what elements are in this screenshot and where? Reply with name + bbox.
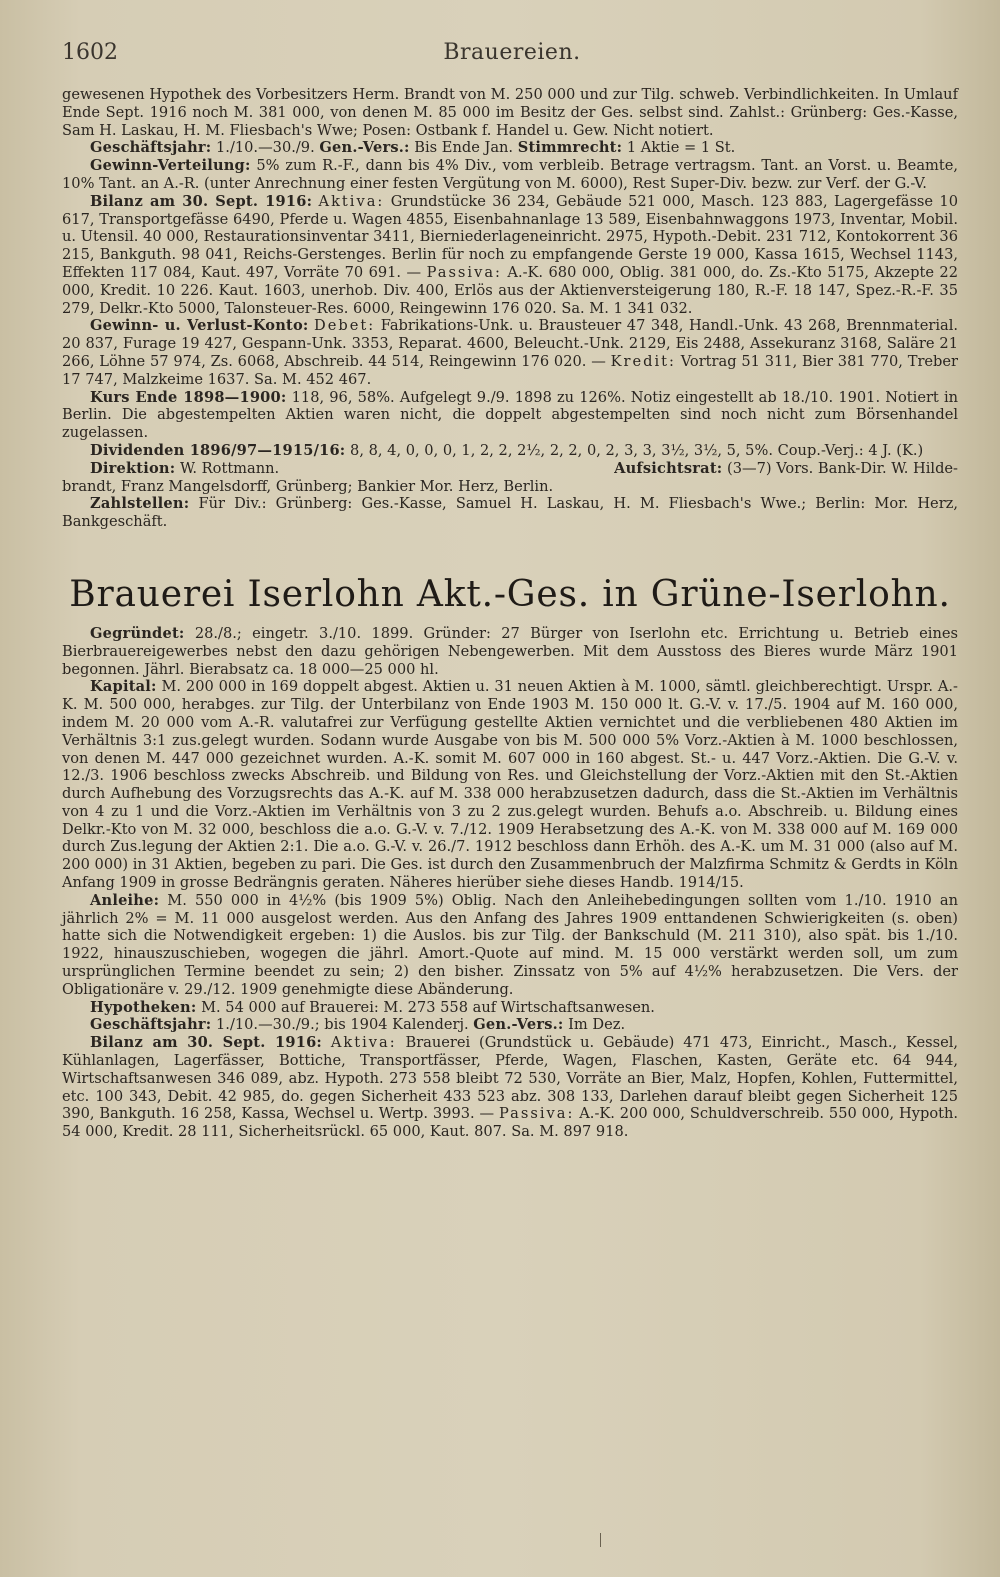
zahlstellen-label: Zahlstellen: xyxy=(90,495,190,513)
section-bilanz-aktiva-label: Aktiva: xyxy=(330,1034,397,1052)
section-geschaeftsjahr-label: Geschäftsjahr: xyxy=(90,1016,212,1034)
stimmrecht-text: 1 Aktie = 1 St. xyxy=(626,139,736,157)
kapital-text: M. 200 000 in 169 doppelt abgest. Aktien u. 31 neuen Aktien à M. 1000, sämtl. gleichberechtigt. Urspr. A.-K. M. 500 000, herabges. zur Tilg. der Unterbilanz von Ende 1903 M. 150 000 lt. G.-V. v. 17./5. 1904 auf M. 160 000, indem M. 20 000 vom A.-R. valutafrei zur Verfügung gestellte Aktien vernichtet und die verbliebenen 480 Aktien im Verhältnis 3:1 zus.gelegt wurden. Sodann wurde Ausgabe von bis M. 500 000 5% Vorz.-Aktien à M. 1000 beschlossen, von denen M. 447 000 gezeichnet wurden. A.-K. somit M. 607 000 in 160 abgest. St.- u. 447 Vorz.-Aktien. Die G.-V. v. 12./3. 1906 beschloss zwecks Abschreib. und Bildung von Res. und Gleichstellung der Vorz.-Aktien mit den St.-Aktien durch Aufhebung des Vorzugsrechts das A.-K. auf M. 338 000 herabzusetzen dadurch, dass die St.-Aktien im Verhältnis von 4 zu 1 und die Vorz.-Aktien im Verhältnis von 3 zu 2 zus.gelegt wurden. Behufs a.o. Abschreib. u. Bildung eines Delkr.-Kto von M. 32 000, beschloss die a.o. G.-V. v. 7./12. 1909 Herabsetzung des A.-K. von M. 338 000 auf M. 169 000 durch Zus.legung der Aktien 2:1. Die a.o. G.-V. v. 26./7. 1912 beschloss dann Erhöh. des A.-K. um M. 31 000 (also auf M. 200 000) in 31 Aktien, begeben zu pari. Die Ges. ist durch den Zusammenbruch der Malzfirma Schmitz & Gerdts in Köln Anfang 1909 in grosse Bedrängnis geraten. Näheres hierüber siehe dieses Handb. 1914/15. xyxy=(62,678,958,892)
section-bilanz-passiva-text: A.-K. 200 000, Schuldverschreib. 550 000, Hypoth. 54 000, Kredit. 28 111, Sicherheitsrückl. 65 000, Kaut. 807. Sa. M. 897 918. xyxy=(62,1105,959,1141)
page-header xyxy=(62,40,962,76)
geschaeftsjahr-text: 1./10.—30./9. xyxy=(216,139,315,157)
aufsichtsrat-cont: brandt, Franz Mangelsdorff, Grünberg; Bankier Mor. Herz, Berlin. xyxy=(62,477,554,495)
direktion-label: Direktion: xyxy=(90,459,176,477)
prev-entry-zahlstellen xyxy=(62,495,958,531)
section-kapital xyxy=(62,678,958,892)
prev-entry-guv xyxy=(62,317,958,388)
page-content xyxy=(62,86,958,1141)
prev-entry-dividenden xyxy=(62,442,958,460)
section-gegruendet xyxy=(62,625,958,678)
gewinn-label: Gewinn-Verteilung: xyxy=(90,157,251,175)
guv-debet-text: Fabrikations-Unk. u. Brausteuer 47 348, Handl.-Unk. 43 268, Brennmaterial. 20 837, Furage 19 427, Gespann-Unk. 3353, Reparat. 4600, Beleucht.-Unk. 2129, Eis 2488, Assekuranz 3168, Saläre 21 266, Löhne 57 974, Zs. 6068, Abschreib. 44 514, Reingewinn 176 020. — xyxy=(62,317,959,370)
scan-mark xyxy=(600,1533,601,1547)
section-hypotheken xyxy=(62,999,958,1017)
bilanz-passiva-text: A.-K. 680 000, Oblig. 381 000, do. Zs.-Kto 5175, Akzepte 22 000, Kredit. 10 226. Kaut. 1603, unerhob. Div. 400, Erlös aus der Aktienversteigerung 180, R.-F. 18 147, Spez.-R.-F. 35 279, Delkr.-Kto 5000, Talonsteuer-Res. 6000, Reingewinn 176 020. Sa. M. 1 341 032. xyxy=(62,263,958,317)
section-genvers-text: Im Dez. xyxy=(568,1016,626,1034)
section-anleihe xyxy=(62,892,958,999)
prev-entry-gewinn xyxy=(62,157,958,193)
bilanz-aktiva-text: Grundstücke 36 234, Gebäude 521 000, Masch. 123 883, Lagergefässe 10 617, Transportgefässe 6490, Pferde u. Wagen 4855, Eisenbahnanlage 13 589, Eisenbahnwaggons 1973, Inventar, Mobil. u. Utensil. 40 000, Restaurationsinventar 3411, Bierniederlageneinricht. 2975, Hypoth.-Debit. 231 712, Kontokorrent 36 215, Bankguth. 98 041, Reichs-Gerstenges. Berlin für noch zu empfangende Gerste 19 000, Kassa 1615, Wechsel 1143, Effekten 117 084, Kaut. 497, Vorräte 70 691. — xyxy=(62,192,958,281)
direktion-aufsichtsrat-line xyxy=(62,460,958,478)
section-geschaeftsjahr xyxy=(62,1016,958,1034)
running-head: Brauereien. xyxy=(443,40,581,65)
section-bilanz-aktiva-text: Brauerei (Grundstück u. Gebäude) 471 473, Einricht., Masch., Kessel, Kühlanlagen, Lagerfässer, Bottiche, Transportfässer, Pferde, Wagen, Flaschen, Kasten, Geräte etc. 64 944, Wirtschaftsanwesen 346 089, abz. Hypoth. 273 558 bleibt 72 530, Vorräte an Bier, Malz, Hopfen, Kohlen, Futtermittel, etc. 100 343, Debit. 42 985, do. gegen Sicherheit 433 523 abz. 308 133, Darlehen darauf bleibt gegen Sicherheit 125 390, Bankguth. 16 258, Kassa, Wechsel u. Wertp. 3993. — xyxy=(62,1034,959,1123)
guv-debet-label: Debet: xyxy=(314,317,376,335)
page-number: 1602 xyxy=(62,40,118,65)
direktion-text: W. Rottmann. xyxy=(179,459,280,477)
dividenden-text: 8, 8, 4, 0, 0, 0, 1, 2, 2, 2½, 2, 2, 0, 2, 3, 3, 3½, 3½, 5, 5%. Coup.-Verj.: 4 J. (K.) xyxy=(350,441,924,459)
geschaeftsjahr-label: Geschäftsjahr: xyxy=(90,139,212,157)
prev-entry-kurs xyxy=(62,389,958,442)
guv-kredit-text: Vortrag 51 311, Bier 381 770, Treber 17 747, Malzkeime 1637. Sa. M. 452 467. xyxy=(62,352,959,388)
kurs-text: 118, 96, 58%. Aufgelegt 9./9. 1898 zu 126%. Notiz eingestellt ab 18./10. 1901. Notiert in Berlin. Die abgestempelten Aktien waren nicht, die doppelt abgestempelten sind noch nicht zum Börsenhandel zugelassen. xyxy=(62,388,959,442)
section-title: Brauerei Iserlohn Akt.-Ges. in Grüne-Iserlohn. xyxy=(69,573,951,615)
gegruendet-label: Gegründet: xyxy=(90,624,185,642)
aufsichtsrat-label: Aufsichtsrat: xyxy=(614,459,723,477)
section-bilanz-label: Bilanz am 30. Sept. 1916: xyxy=(90,1034,323,1052)
bilanz-label: Bilanz am 30. Sept. 1916: xyxy=(90,192,313,210)
hypotheken-text: M. 54 000 auf Brauerei: M. 273 558 auf Wirtschaftsanwesen. xyxy=(201,998,655,1016)
bilanz-passiva-label: Passiva: xyxy=(426,263,502,281)
section-genvers-label: Gen.-Vers.: xyxy=(473,1016,564,1034)
anleihe-label: Anleihe: xyxy=(90,891,160,909)
stimmrecht-label: Stimmrecht: xyxy=(517,139,623,157)
direktion-block xyxy=(90,460,279,478)
zahlstellen-text: Für Div.: Grünberg: Ges.-Kasse, Samuel H. Laskau, H. M. Fliesbach's Wwe.; Berlin: Mor. Herz, Bankgeschäft. xyxy=(62,495,958,531)
section-bilanz xyxy=(62,1034,958,1141)
kurs-label: Kurs Ende 1898—1900: xyxy=(90,388,287,406)
kapital-label: Kapital: xyxy=(90,678,157,696)
section-bilanz-passiva-label: Passiva: xyxy=(499,1105,575,1123)
bilanz-aktiva-label: Aktiva: xyxy=(318,192,385,210)
gegruendet-text: 28./8.; eingetr. 3./10. 1899. Gründer: 27 Bürger von Iserlohn etc. Errichtung u. Betrieb eines Bierbrauereigewerbes nebst den dazu gehörigen Nebengewerben. Mit dem Ausstoss des Bieres wurde März 1901 begonnen. Jährl. Bierabsatz ca. 18 000—25 000 hl. xyxy=(62,624,958,678)
genvers-text: Bis Ende Jan. xyxy=(414,139,514,157)
anleihe-text: M. 550 000 in 4½% (bis 1909 5%) Oblig. Nach den Anleihebedingungen sollten vom 1./10. 1910 an jährlich 2% = M. 11 000 ausgelost werden. Aus den Anfang des Jahres 1909 enttandenen Schwierigkeiten (s. oben) hatte sich die Notwendigkeit ergeben: 1) die Auslos. bis zur Tilg. der Bankschuld (M. 211 310), also spät. bis 1./10. 1922, hinauszuschieben, wogegen die jährl. Amort.-Quote auf mind. M. 15 000 verstärkt werden soll, um zum ursprünglichen Termine beendet zu sein; 2) den bisher. Zinssatz von 5% auf 4½% herabzusetzen. Die Vers. der Obligationäre v. 29./12. 1909 genehmigte diese Abänderung. xyxy=(62,891,959,998)
gewinn-text: 5% zum R.-F., dann bis 4% Div., vom verbleib. Betrage vertragsm. Tant. an Vorst. u. Beamte, 10% Tant. an A.-R. (unter Anrechnung einer festen Vergütung von M. 6000), Rest Super-Div. bezw. zur Verf. der G.-V. xyxy=(62,157,959,192)
genvers-label: Gen.-Vers.: xyxy=(319,139,410,157)
prev-entry-bilanz xyxy=(62,193,958,318)
prev-entry-geschaeftsjahr xyxy=(62,139,958,157)
dividenden-label: Dividenden 1896/97—1915/16: xyxy=(90,441,346,459)
aufsichtsrat-block xyxy=(614,460,958,478)
section-geschaeftsjahr-text: 1./10.—30./9.; bis 1904 Kalenderj. xyxy=(216,1016,469,1034)
guv-kredit-label: Kredit: xyxy=(610,352,676,370)
aufsichtsrat-text: (3—7) Vors. Bank-Dir. W. Hilde- xyxy=(727,459,958,477)
prev-entry-intro: gewesenen Hypothek des Vorbesitzers Herm. Brandt von M. 250 000 und zur Tilg. schweb. Verbindlichkeiten. In Umlauf Ende Sept. 1916 noch M. 381 000, von denen M. 85 000 im Besitz der Ges. selbst sind. Zahlst.: Grünberg: Ges.-Kasse, Sam H. Laskau, H. M. Fliesbach's Wwe; Posen: Ostbank f. Handel u. Gew. Nicht notiert. xyxy=(62,86,958,139)
hypotheken-label: Hypotheken: xyxy=(90,998,197,1016)
guv-label: Gewinn- u. Verlust-Konto: xyxy=(90,317,309,335)
